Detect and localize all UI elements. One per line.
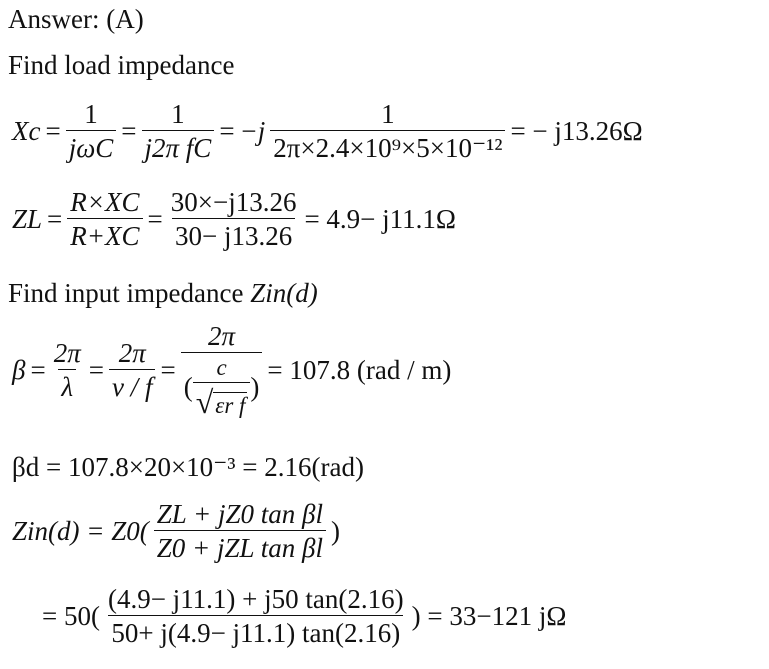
beta-d-equation: βd = 107.8×20×10⁻³ = 2.16(rad) bbox=[12, 452, 364, 482]
sqrt-symbol: √ εr f bbox=[195, 384, 246, 421]
zin-frac: $\frac{\text{ZL + jZ0 tan βl}}{\text{Z0 + jZL tan βl}}$ bbox=[154, 500, 326, 563]
zl-equation: ZL = $\frac{R\times XC}{R+XC}$ = $\frac{30\times-j13.26}{30- j13.26}$ = 4.9− j11.1Ω bbox=[12, 187, 456, 252]
xc-lhs: Xc bbox=[12, 115, 41, 146]
final-result: ) = 33−121 jΩ bbox=[411, 600, 567, 631]
xc-frac-3: $\frac{1}{\text{2π×2.4×10⁹×5×10⁻¹²}}$ bbox=[270, 100, 505, 163]
zl-lhs: ZL bbox=[12, 203, 43, 234]
final-equation bbox=[42, 585, 566, 648]
xc-frac-1: $\frac{1}{\text{jωC}}$ bbox=[66, 100, 117, 163]
beta-equation: β = $\frac{2\pi}{\lambda}$ = $\frac{2\pi}{v / f}$ = 2π ( c √ εr f ) = 107.8 (rad / m) bbox=[12, 321, 452, 421]
beta-frac-3: 2π ( c √ εr f ) bbox=[181, 322, 263, 419]
xc-result: = − j13.26Ω bbox=[510, 115, 643, 146]
zl-result: = 4.9− j11.1Ω bbox=[304, 203, 456, 234]
zin-equation: Zin(d) = Z0( $\frac{\text{ZL + jZ0 tan βl}}{\text{Z0 + jZL tan βl}}$ ) bbox=[12, 499, 340, 564]
final-frac: $\frac{(4.9- j11.1) + j50 \tan(2.16)}{50+ j(4.9- j11.1) \tan(2.16)}$ bbox=[107, 584, 404, 649]
xc-equation: Xc = $\frac{1}{\text{jωC}}$ = $\frac{1}{\text{j2π fC}}$ = −j $\frac{1}{\text{2π×2.4×10⁹×5×10⁻¹²}}$ = − j13.26Ω bbox=[12, 99, 643, 164]
section-input-heading: Find input impedance Zin(d) bbox=[8, 278, 318, 308]
zl-frac-1: $\frac{R\times XC}{R+XC}$ bbox=[67, 188, 142, 251]
beta-frac-1: $\frac{2\pi}{\lambda}$ bbox=[53, 337, 81, 403]
beta-frac-2: $\frac{2\pi}{v / f}$ bbox=[109, 339, 156, 402]
zin-lhs: Zin(d) = Z0( bbox=[12, 515, 149, 546]
section-load-heading: Find load impedance bbox=[8, 50, 235, 80]
answer-line: Answer: (A) bbox=[8, 4, 144, 34]
beta-result: = 107.8 (rad / m) bbox=[267, 354, 452, 385]
zl-frac-2: $\frac{30\times-j13.26}{30- j13.26}$ bbox=[170, 187, 297, 252]
xc-frac-2: $\frac{1}{\text{j2π fC}}$ bbox=[142, 100, 215, 163]
zin-label: Zin(d) bbox=[250, 278, 318, 308]
beta-lhs: β bbox=[12, 354, 26, 385]
final-prefix: = 50( bbox=[42, 600, 100, 631]
